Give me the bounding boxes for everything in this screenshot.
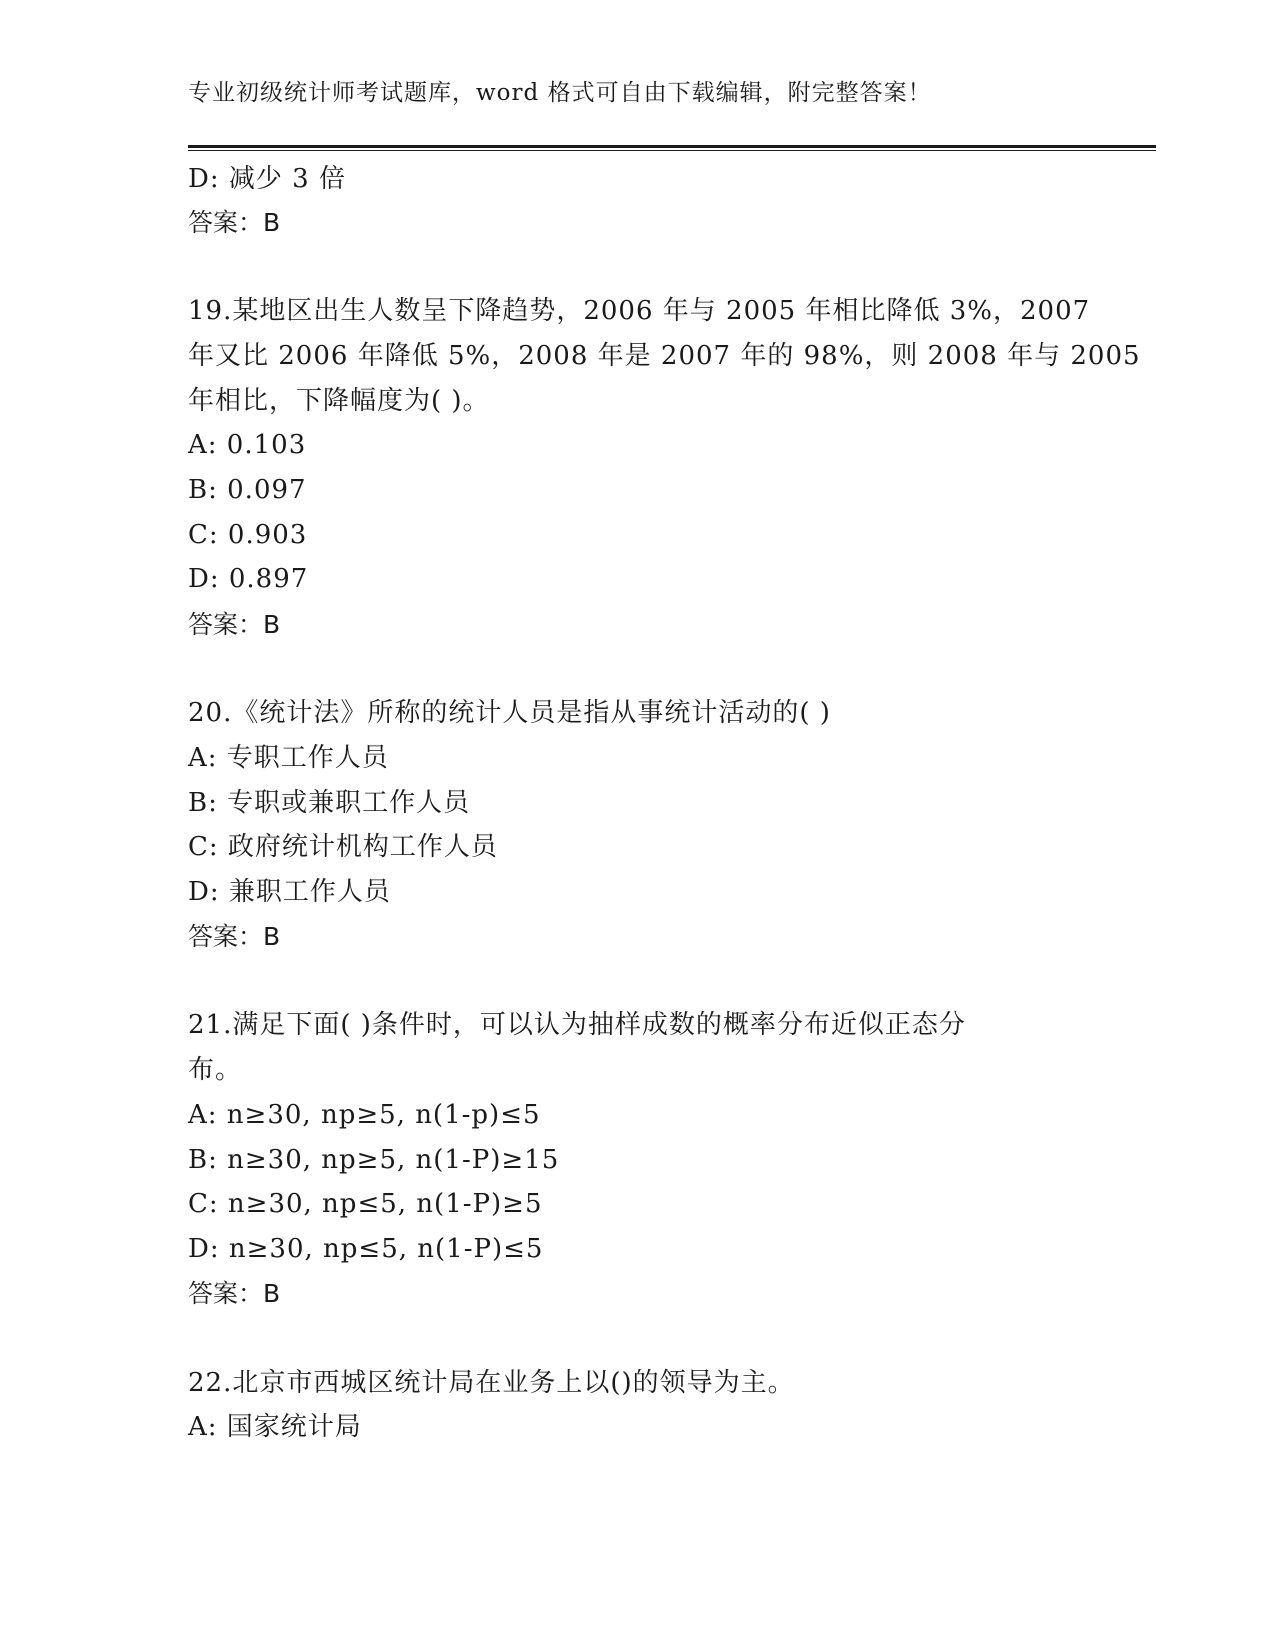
page-header: 专业初级统计师考试题库，word 格式可自由下载编辑，附完整答案！ xyxy=(188,80,932,106)
q19-option-d: D: 0.897 xyxy=(188,564,309,594)
q19-stem-line3: 年相比，下降幅度为( )。 xyxy=(188,386,490,416)
header-divider xyxy=(188,145,1156,151)
q21-option-b: B: n≥30, np≥5, n(1-P)≥15 xyxy=(188,1145,560,1175)
q21-option-c: C: n≥30, np≤5, n(1-P)≥5 xyxy=(188,1189,543,1219)
q21-option-d: D: n≥30, np≤5, n(1-P)≤5 xyxy=(188,1234,544,1264)
q20-option-d: D: 兼职工作人员 xyxy=(188,877,391,907)
q19-answer: 答案：B xyxy=(188,610,281,639)
q21-option-a: A: n≥30, np≥5, n(1-p)≤5 xyxy=(188,1100,541,1130)
q21-stem-line2: 布。 xyxy=(188,1055,243,1085)
q20-option-a: A: 专职工作人员 xyxy=(188,743,389,773)
q19-option-a: A: 0.103 xyxy=(188,430,307,460)
q19-stem-line2: 年又比 2006 年降低 5%，2008 年是 2007 年的 98%，则 2008 年与 2005 xyxy=(188,341,1141,371)
q20-stem-line1: 20.《统计法》所称的统计人员是指从事统计活动的( ) xyxy=(188,698,831,728)
q20-option-c: C: 政府统计机构工作人员 xyxy=(188,832,498,862)
prev-answer: 答案：B xyxy=(188,208,281,237)
q19-option-c: C: 0.903 xyxy=(188,520,308,550)
q21-answer: 答案：B xyxy=(188,1279,281,1308)
q21-stem-line1: 21.满足下面( )条件时，可以认为抽样成数的概率分布近似正态分 xyxy=(188,1010,966,1040)
q22-stem-line1: 22.北京市西城区统计局在业务上以()的领导为主。 xyxy=(188,1368,795,1398)
q20-option-b: B: 专职或兼职工作人员 xyxy=(188,788,471,818)
q20-answer: 答案：B xyxy=(188,922,281,951)
q19-option-b: B: 0.097 xyxy=(188,475,307,505)
q19-stem-line1: 19.某地区出生人数呈下降趋势，2006 年与 2005 年相比降低 3%，2007 xyxy=(188,296,1091,326)
prev-option-d: D: 减少 3 倍 xyxy=(188,164,346,194)
q22-option-a: A: 国家统计局 xyxy=(188,1412,362,1442)
